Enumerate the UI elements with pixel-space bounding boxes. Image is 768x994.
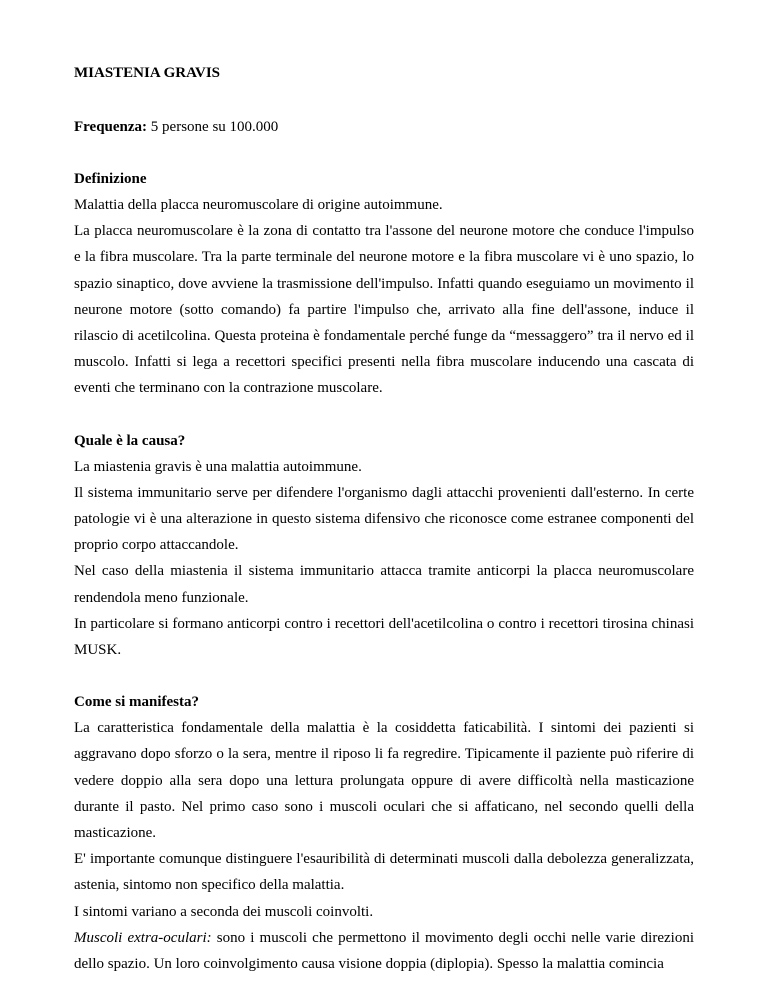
frequency-value: 5 persone su 100.000 [147, 119, 279, 135]
italic-label: Muscoli extra-oculari: [74, 929, 212, 946]
paragraph: In particolare si formano anticorpi contro i recettori dell'acetilcolina o contro i recettori tirosina chinasi MUSK. [74, 615, 694, 659]
document-page [74, 60, 694, 977]
section-heading: Come si manifesta? [74, 694, 199, 711]
document-title: MIASTENIA GRAVIS [74, 65, 221, 81]
paragraph: Nel caso della miastenia il sistema immunitario attacca tramite anticorpi la placca neuromuscolare rendendola meno funzionale. [74, 563, 694, 606]
paragraph: I sintomi variano a seconda dei muscoli coinvolti. [74, 903, 374, 920]
section-definizione [74, 166, 694, 402]
paragraph: La miastenia gravis è una malattia autoimmune. [74, 458, 362, 475]
frequency-line [74, 114, 694, 140]
paragraph: E' importante comunque distinguere l'esauribilità di determinati muscoli dalla debolezza generalizzata, astenia, sintomo non specifico della malattia. [74, 851, 694, 894]
section-heading: Definizione [74, 171, 147, 187]
section-manifestazione [74, 689, 694, 977]
paragraph: Malattia della placca neuromuscolare di origine autoimmune. [74, 197, 443, 213]
paragraph: La caratteristica fondamentale della malattia è la cosiddetta faticabilità. I sintomi dei pazienti si aggravano dopo sforzo o la sera, mentre il riposo li fa regredire. Tipicamente il paziente può riferire di vedere doppio alla sera dopo una lettura prolungata oppure di avere difficoltà nella masticazione durante il pasto. Nel primo caso sono i muscoli oculari che si affaticano, nel secondo quelli della masticazione. [74, 720, 694, 842]
frequency-label: Frequenza: [74, 119, 148, 135]
section-heading: Quale è la causa? [74, 432, 186, 449]
paragraph-text: sono i muscoli che permettono il movimento degli occhi nelle varie direzioni dello spazio. Un loro coinvolgimento causa visione doppia (diplopia). Spesso la malattia comincia [74, 929, 694, 973]
paragraph: La placca neuromuscolare è la zona di contatto tra l'assone del neurone motore che conduce l'impulso e la fibra muscolare. Tra la parte terminale del neurone motore e la fibra muscolare vi è uno spazio, lo spazio sinaptico, dove avviene la trasmissione dell'impulso. Infatti quando eseguiamo un movimento il neurone motore (sotto comando) fa partire l'impulso che, arrivato alla fine dell'assone, induce il rilascio di acetilcolina. Questa proteina è fondamentale perché funge da “messaggero” tra il nervo ed il muscolo. Infatti si lega a recettori specifici presenti nella fibra muscolare inducendo una cascata di eventi che terminano con la contrazione muscolare. [74, 223, 694, 397]
paragraph: Il sistema immunitario serve per difendere l'organismo dagli attacchi provenienti dall'esterno. In certe patologie vi è una alterazione in questo sistema difensivo che riconosce come estranee componenti del proprio corpo attaccandole. [74, 484, 694, 554]
paragraph-muscoli-extra-oculari [74, 925, 694, 977]
section-causa [74, 428, 694, 664]
